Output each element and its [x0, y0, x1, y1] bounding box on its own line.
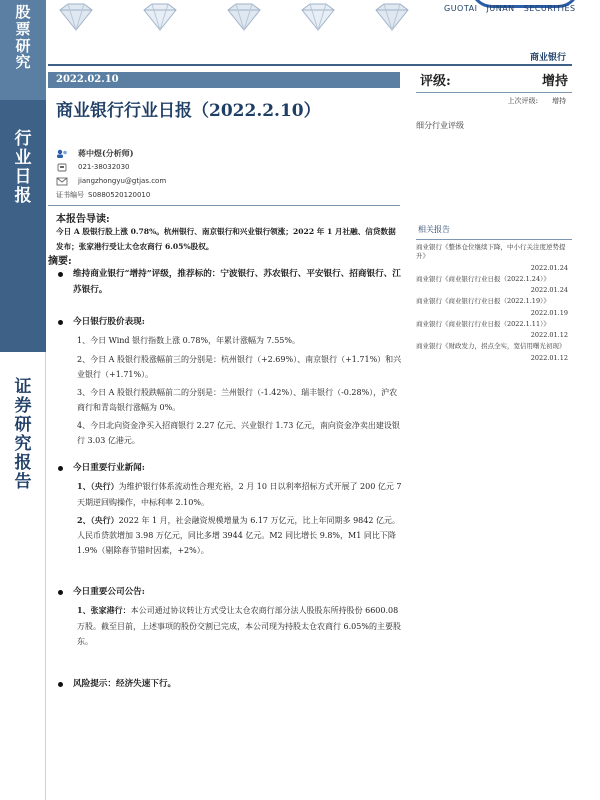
news-item — [58, 513, 402, 559]
price-item: 1、今日 Wind 银行指数上涨 0.78%，年累计涨幅为 7.55%。 — [77, 336, 301, 346]
sidebar-char: 日 — [14, 167, 32, 188]
related-report-date: 2022.01.24 — [530, 286, 568, 295]
related-report-title[interactable]: 商业银行《整体仓位继续下降，中小行关注度逆势提升》 — [416, 243, 566, 261]
sidebar-char: 业 — [14, 148, 32, 169]
price-item: 4、今日北向资金净买入招商银行 2.27 亿元、兴业银行 1.73 亿元，南向资金净卖出建设银行 3.03 亿港元。 — [77, 421, 400, 446]
news-text: 为维护银行体系流动性合理充裕，2 月 10 日以利率招标方式开展了 200 亿元 7 天期逆回购操作，中标利率 2.10%。 — [77, 482, 402, 507]
related-report-date: 2022.01.24 — [530, 263, 568, 272]
cert-label: 证书编号 — [56, 191, 84, 199]
section-heading — [58, 266, 402, 299]
list-item[interactable] — [416, 275, 572, 294]
sidebar-char: 股 — [15, 3, 31, 21]
list-item[interactable] — [416, 342, 572, 361]
news-heading: 今日重要行业新闻: — [73, 463, 145, 473]
previous-rating-row — [416, 96, 572, 106]
sub-industry-rating-label: 细分行业评级 — [416, 121, 464, 130]
section-heading — [58, 460, 402, 476]
related-report-date: 2022.01.12 — [530, 331, 568, 340]
author-email[interactable]: jiangzhongyu@gtjas.com — [78, 177, 167, 185]
sidebar-char: 票 — [15, 19, 31, 38]
related-report-title[interactable]: 商业银行《商业银行行业日报（2022.1.24）》 — [416, 274, 550, 283]
related-reports-title: 相关报告 — [418, 225, 450, 234]
rating-view-section — [58, 266, 402, 299]
company-text: 本公司通过协议转让方式受让太仓农商行部分法人股股东所持股份 6600.08 万股。截至目前，上述事项的股份交割已完成，本公司现为持股太仓农商行 6.05%的主要股东。 — [77, 606, 401, 646]
sidebar-char: 报 — [14, 453, 32, 474]
diamond-icon — [138, 2, 182, 32]
sidebar-char: 研 — [14, 415, 32, 436]
sidebar-label-stock-research — [0, 4, 46, 71]
related-report-date: 2022.01.19 — [530, 308, 568, 317]
company-word: JUNAN — [486, 4, 515, 13]
phone-icon — [56, 163, 68, 172]
company-item — [58, 603, 402, 649]
rating-divider — [416, 92, 572, 93]
company-lead: 1、张家港行： — [77, 605, 131, 616]
guide-heading: 本报告导读: — [56, 214, 110, 225]
section-heading — [58, 676, 402, 692]
related-divider — [416, 239, 572, 240]
sidebar-char: 究 — [14, 434, 32, 455]
list-item[interactable] — [416, 243, 572, 272]
news-text: 2022 年 1 月，社会融资规模增量为 6.17 万亿元，比上年同期多 9842 亿元。人民币贷款增加 3.98 万亿元，同比多增 3944 亿元。M2 同比增长 9.8%，M1 同比下降 1.9%（剔除春节错时因素，+2%）。 — [77, 515, 400, 556]
sidebar-char: 行 — [14, 129, 32, 149]
rating-row — [416, 70, 572, 89]
author-name: 蒋中煜(分析师) — [78, 147, 134, 158]
author-name-row — [56, 146, 256, 160]
news-lead: 2、（央行） — [77, 514, 119, 525]
report-date: 2022.02.10 — [48, 72, 400, 88]
price-heading: 今日银行股价表现: — [73, 317, 145, 327]
rating-value: 增持 — [541, 74, 568, 89]
header-banner — [46, 0, 600, 40]
author-block — [56, 146, 256, 202]
news-lead: 1、（央行） — [77, 481, 119, 492]
bullet-icon — [58, 682, 63, 687]
rating-box — [416, 70, 572, 106]
risk-text: 风险提示：经济失速下行。 — [73, 679, 177, 689]
diamond-icon — [370, 2, 414, 32]
email-icon — [56, 177, 68, 186]
list-item[interactable] — [416, 320, 572, 339]
bullet-icon — [58, 466, 63, 471]
company-word: GUOTAI — [444, 4, 478, 13]
diamond-icon — [54, 2, 98, 32]
author-phone: 021-38032030 — [78, 163, 130, 171]
author-email-row — [56, 174, 256, 188]
bullet-icon — [58, 320, 63, 325]
company-word: SECURITIES — [523, 4, 576, 13]
price-item: 3、今日 A 股银行股跌幅前二的分别是：兰州银行（-1.42%）、瑞丰银行（-0.28%），沪农商行和青岛银行涨幅为 0%。 — [77, 387, 398, 413]
news-section — [58, 460, 402, 558]
company-section — [58, 584, 402, 649]
risk-section — [58, 676, 402, 692]
analyst-icon — [56, 149, 68, 158]
related-reports — [416, 224, 572, 365]
cert-number: S0880520120010 — [88, 191, 151, 199]
rating-view-text: 维持商业银行“增持”评级，推荐标的：宁波银行、苏农银行、平安银行、招商银行、江苏银行。 — [73, 269, 401, 296]
diamond-icon — [222, 2, 266, 32]
related-report-date: 2022.01.12 — [530, 353, 568, 362]
author-divider — [48, 205, 400, 206]
list-item[interactable] — [416, 297, 572, 316]
bullet-icon — [58, 272, 63, 277]
section-heading — [58, 314, 402, 330]
sidebar-label-industry-daily — [0, 130, 46, 206]
price-item: 2、今日 A 股银行股涨幅前三的分别是：杭州银行（+2.69%）、南京银行（+1.71%）和兴业银行（+1.71%）。 — [77, 354, 402, 379]
sidebar-char: 券 — [14, 396, 32, 417]
report-title: 商业银行行业日报（2022.2.10） — [56, 101, 321, 121]
sidebar-char: 证 — [14, 377, 32, 397]
guide-text: 今日 A 股银行股上涨 0.78%。杭州银行、南京银行和兴业银行领涨；2022 年 1 月社融、信贷数据发布；张家港行受让太仓农商行 6.05%股权。 — [56, 227, 396, 251]
sidebar-label-research-report — [0, 378, 46, 492]
company-heading: 今日重要公司公告: — [73, 587, 145, 597]
previous-rating-value: 增持 — [552, 97, 566, 105]
summary-heading: 摘要: — [48, 256, 72, 267]
related-report-title[interactable]: 商业银行《商业银行行业日报（2022.1.19）》 — [416, 297, 550, 306]
related-report-title[interactable]: 商业银行《财政发力，拐点全实，宽信用曙光初现》 — [416, 342, 566, 351]
company-name — [444, 4, 582, 13]
bullet-icon — [58, 590, 63, 595]
sidebar-char: 究 — [15, 53, 31, 72]
author-phone-row — [56, 160, 256, 174]
sidebar-char: 告 — [14, 472, 32, 493]
previous-rating-label: 上次评级: — [507, 97, 538, 105]
sector-tag: 商业银行 — [529, 53, 566, 63]
news-item — [58, 479, 402, 509]
header-divider — [48, 64, 572, 66]
diamond-icon — [296, 2, 340, 32]
sidebar-char: 报 — [14, 186, 32, 207]
section-heading — [58, 584, 402, 600]
price-section — [58, 314, 402, 449]
related-report-title[interactable]: 商业银行《商业银行行业日报（2022.1.11）》 — [416, 319, 550, 328]
rating-label: 评级: — [420, 74, 451, 89]
author-cert-row — [56, 188, 256, 202]
sidebar-char: 研 — [15, 36, 31, 55]
left-sidebar — [0, 0, 46, 800]
